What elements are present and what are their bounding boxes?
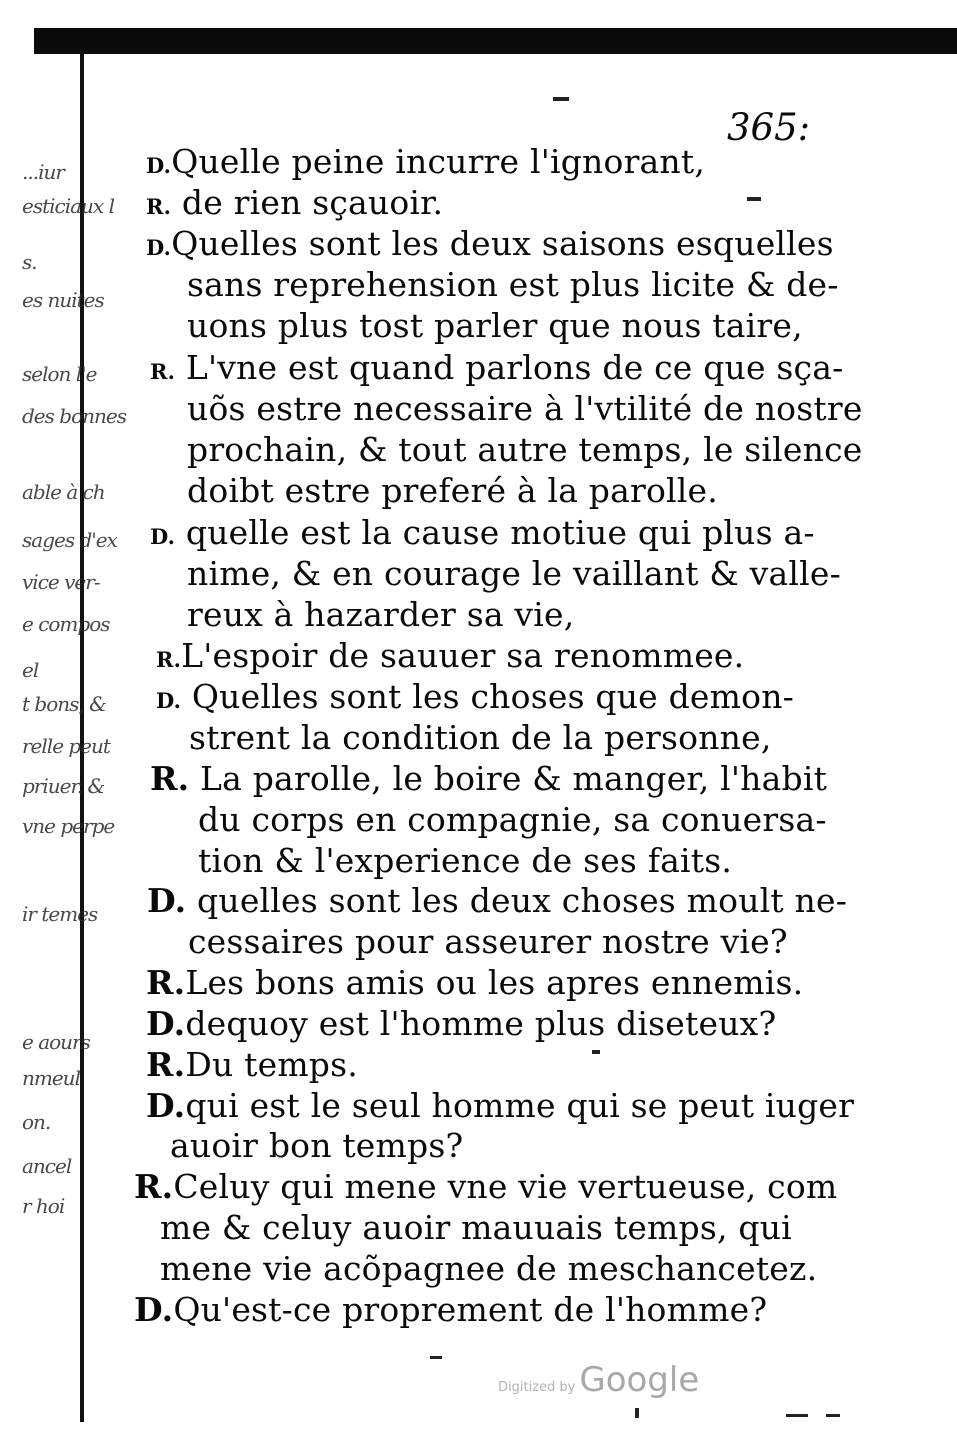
dialogue-line xyxy=(187,554,841,593)
bleed-line: nmeul xyxy=(22,1066,80,1090)
google-logo: Google xyxy=(579,1360,700,1400)
facing-page-bleed xyxy=(0,150,126,1250)
line-text: L'vne est quand parlons de ce que sça- xyxy=(185,348,844,387)
speaker-label: R. xyxy=(146,963,186,1002)
dialogue-line xyxy=(150,348,843,387)
bleed-line: on. xyxy=(22,1110,51,1134)
line-text: doibt estre preferé à la parolle. xyxy=(187,471,718,510)
line-text: reux à hazarder sa vie, xyxy=(187,595,575,634)
line-text: dequoy est l'homme plus diseteux? xyxy=(185,1004,777,1043)
dialogue-line xyxy=(150,759,827,798)
line-text: strent la condition de la personne, xyxy=(189,718,772,757)
ink-speck xyxy=(747,197,761,201)
speaker-label: D. xyxy=(134,1290,174,1329)
ink-speck xyxy=(635,1408,639,1418)
line-text: prochain, & tout autre temps, le silence xyxy=(187,430,863,469)
line-text: Qu'est-ce proprement de l'homme? xyxy=(173,1290,768,1329)
bleed-line: des bonnes xyxy=(22,404,126,428)
dialogue-line xyxy=(146,142,705,181)
bleed-line: el xyxy=(22,658,39,682)
dialogue-line xyxy=(189,718,772,757)
line-text: uõs estre necessaire à l'vtilité de nostre xyxy=(187,389,863,428)
speaker-label: R. xyxy=(134,1167,174,1206)
line-text: L'espoir de sauuer sa renommee. xyxy=(181,636,745,675)
line-text: quelle est la cause motiue qui plus a- xyxy=(185,513,815,552)
watermark-prefix: Digitized by xyxy=(498,1380,576,1395)
ink-speck xyxy=(786,1414,808,1417)
line-text: de rien sçauoir. xyxy=(181,183,444,222)
speaker-label: D. xyxy=(146,153,172,178)
dialogue-line xyxy=(146,224,834,263)
bleed-line: able à ch xyxy=(22,480,105,504)
speaker-label: R. xyxy=(146,194,172,219)
line-text: tion & l'experience de ses faits. xyxy=(198,841,733,880)
line-text: Les bons amis ou les apres ennemis. xyxy=(185,963,804,1002)
bleed-line: sages d'ex xyxy=(22,528,117,552)
bleed-line: ir temes xyxy=(22,902,98,926)
speaker-label: R. xyxy=(146,1045,186,1084)
speaker-label: R. xyxy=(150,759,190,798)
line-text: me & celuy auoir mauuais temps, qui xyxy=(160,1208,792,1247)
dialogue-line xyxy=(146,963,803,1002)
dialogue-line xyxy=(187,595,574,634)
digitized-by-watermark xyxy=(498,1360,699,1400)
line-text: Celuy qui mene vne vie vertueuse, com xyxy=(173,1167,838,1206)
speaker-label: D. xyxy=(150,524,176,549)
speaker-label: R. xyxy=(150,359,176,384)
bleed-line: ancel xyxy=(22,1154,72,1178)
line-text: quelles sont les deux choses moult ne- xyxy=(197,881,848,920)
bleed-line: r hoi xyxy=(22,1194,65,1218)
line-text: Quelle peine incurre l'ignorant, xyxy=(171,142,706,181)
speaker-label: D. xyxy=(146,235,172,260)
line-text: Du temps. xyxy=(185,1045,358,1084)
dialogue-line xyxy=(134,1167,837,1206)
line-text: sans reprehension est plus licite & de- xyxy=(187,265,839,304)
line-text: du corps en compagnie, sa conuersa- xyxy=(198,800,827,839)
bleed-line: selon l'e xyxy=(22,362,97,386)
line-text: La parolle, le boire & manger, l'habit xyxy=(200,759,828,798)
line-text: qui est le seul homme qui se peut iuger xyxy=(185,1086,855,1125)
dialogue-line xyxy=(160,1249,817,1288)
ink-speck xyxy=(826,1414,840,1417)
speaker-label: D. xyxy=(156,688,182,713)
dialogue-line xyxy=(170,1126,463,1165)
dialogue-line xyxy=(187,265,839,304)
line-text: Quelles sont les deux saisons esquelles xyxy=(171,224,834,263)
ink-speck xyxy=(553,97,569,101)
page-top-shadow xyxy=(34,28,957,54)
dialogue-line xyxy=(150,513,815,552)
speaker-label: D. xyxy=(147,881,187,920)
dialogue-line xyxy=(147,881,847,920)
speaker-label: R. xyxy=(156,647,182,672)
dialogue-line xyxy=(146,1045,358,1084)
bleed-line: vice ver- xyxy=(22,570,100,594)
dialogue-line xyxy=(134,1290,767,1329)
speaker-label: D. xyxy=(146,1004,186,1043)
ink-speck xyxy=(430,1356,442,1359)
line-text: Quelles sont les choses que demon- xyxy=(191,677,795,716)
bleed-line: es nuites xyxy=(22,288,104,312)
line-text: auoir bon temps? xyxy=(170,1126,464,1165)
line-text: uons plus tost parler que nous taire, xyxy=(187,306,803,345)
bleed-line: priuer. & xyxy=(22,774,105,798)
dialogue-line xyxy=(160,1208,792,1247)
bleed-line: relle peut xyxy=(22,734,110,758)
dialogue-line xyxy=(187,471,718,510)
dialogue-line xyxy=(187,430,862,469)
dialogue-line xyxy=(188,922,788,961)
dialogue-line xyxy=(156,636,744,675)
bleed-line: t bons, & xyxy=(22,692,106,716)
line-text: nime, & en courage le vaillant & valle- xyxy=(187,554,841,593)
dialogue-line xyxy=(146,1004,776,1043)
line-text: cessaires pour asseurer nostre vie? xyxy=(188,922,788,961)
bleed-line: e compos xyxy=(22,612,110,636)
bleed-line: s. xyxy=(22,250,37,274)
dialogue-line xyxy=(187,306,803,345)
ink-speck xyxy=(592,1050,600,1054)
bleed-line: e aours xyxy=(22,1030,90,1054)
dialogue-line xyxy=(156,677,794,716)
bleed-line: vne perpe xyxy=(22,814,115,838)
dialogue-line xyxy=(187,389,863,428)
line-text: mene vie acõpagnee de meschancetez. xyxy=(160,1249,818,1288)
speaker-label: D. xyxy=(146,1086,186,1125)
dialogue-line xyxy=(146,183,443,222)
bleed-line: esticiaux l xyxy=(22,194,114,218)
page-number: 365: xyxy=(727,106,811,149)
bleed-line: ...iur xyxy=(22,160,64,184)
dialogue-line xyxy=(198,841,732,880)
dialogue-line xyxy=(146,1086,854,1125)
dialogue-line xyxy=(198,800,827,839)
